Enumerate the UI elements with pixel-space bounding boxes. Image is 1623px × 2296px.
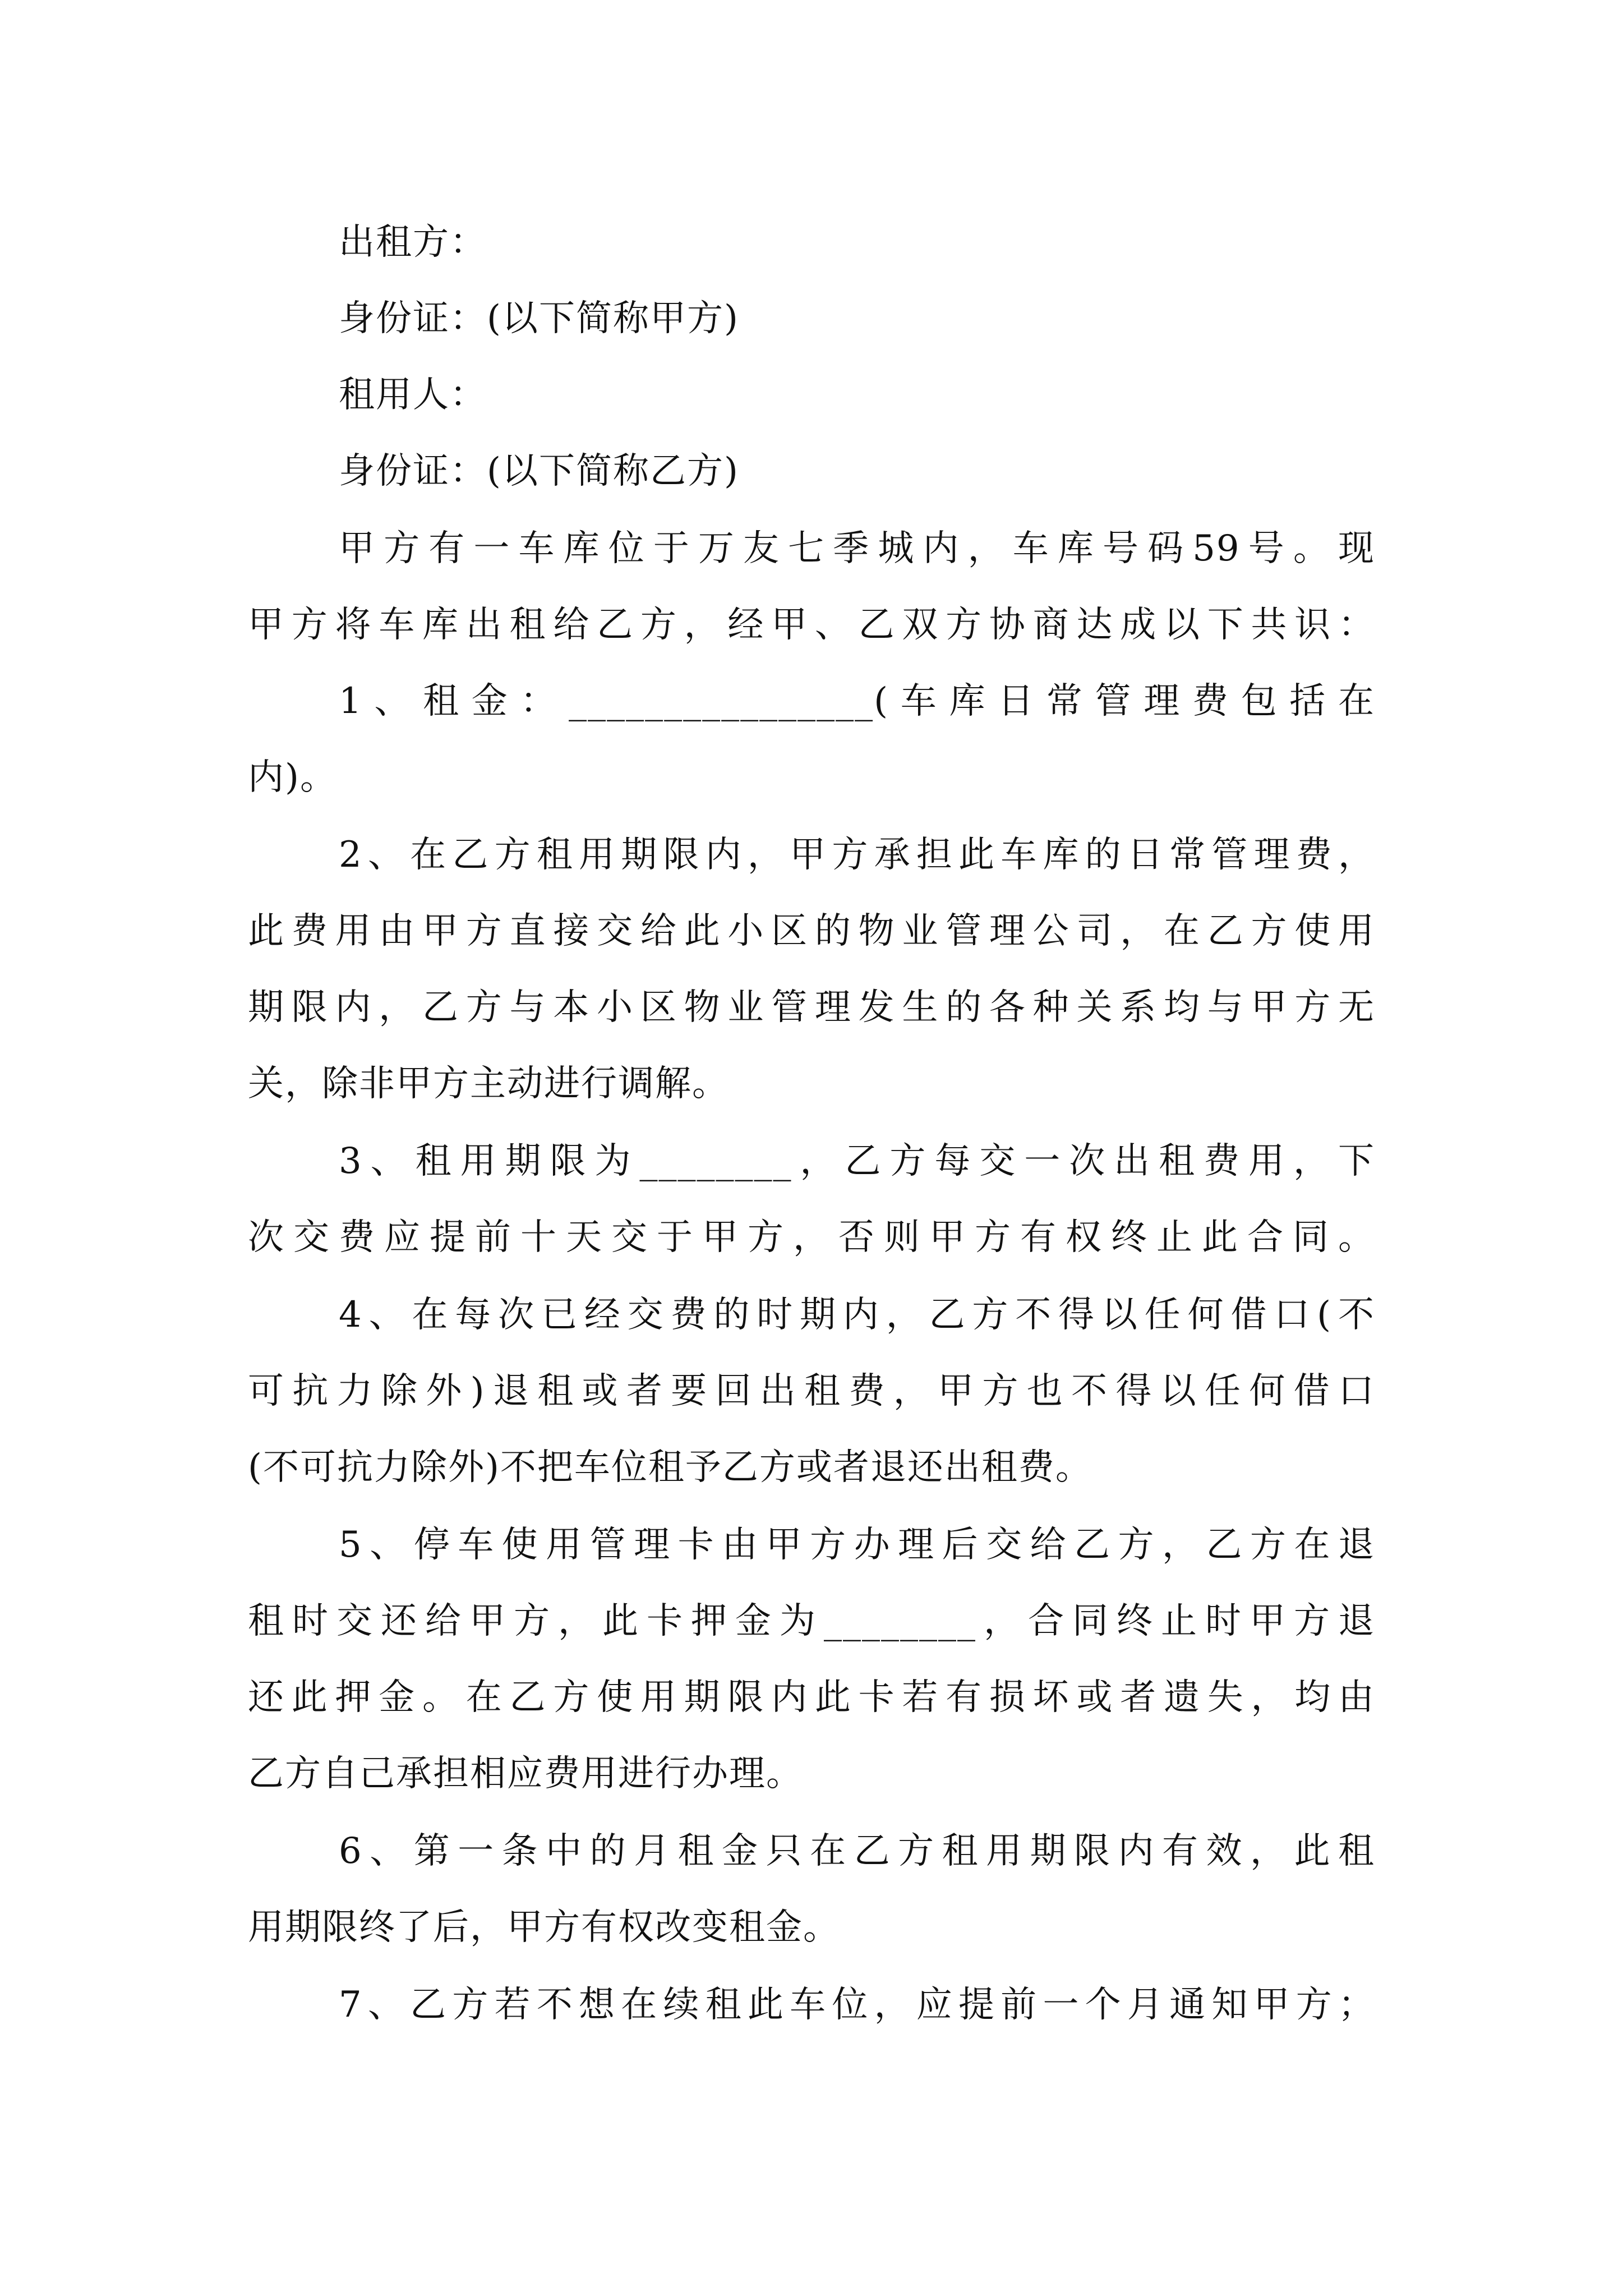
clause-3-line: 次交费应提前十天交于甲方，否则甲方有权终止此合同。 (248, 1217, 1375, 1258)
clause-2-line: 2、在乙方租用期限内，甲方承担此车库的日常管理费， (339, 834, 1375, 876)
clause-6-line: 用期限终了后，甲方有权改变租金。 (248, 1907, 840, 1948)
clause-2-line: 此费用由甲方直接交给此小区的物业管理公司，在乙方使用 (248, 910, 1375, 952)
clause-5-line: 还此押金。在乙方使用期限内此卡若有损坏或者遗失，均由 (248, 1677, 1375, 1718)
clause-1-line: 1、租金：________________(车库日常管理费包括在 (339, 680, 1375, 722)
clause-5-line: 乙方自己承担相应费用进行办理。 (248, 1753, 803, 1795)
clause-4-line: (不可抗力除外)不把车位租予乙方或者退还出租费。 (248, 1447, 1092, 1488)
clause-2-line: 关，除非甲方主动进行调解。 (248, 1063, 729, 1105)
lessee-line: 租用人： (339, 374, 487, 416)
intro-line: 甲方有一车库位于万友七季城内，车库号码59号。现 (339, 528, 1375, 569)
clause-6-line: 6、第一条中的月租金只在乙方租用期限内有效，此租 (339, 1830, 1375, 1872)
lessor-line: 出租方： (339, 222, 487, 263)
clause-5-line: 租时交还给甲方，此卡押金为________，合同终止时甲方退 (248, 1600, 1375, 1642)
lessee-id-line: 身份证：(以下简称乙方) (339, 450, 739, 492)
intro-line: 甲方将车库出租给乙方，经甲、乙双方协商达成以下共识： (248, 604, 1375, 646)
clause-7-line: 7、乙方若不想在续租此车位，应提前一个月通知甲方； (339, 1984, 1375, 2026)
clause-2-line: 期限内，乙方与本小区物业管理发生的各种关系均与甲方无 (248, 987, 1375, 1028)
clause-4-line: 4、在每次已经交费的时期内，乙方不得以任何借口(不 (339, 1294, 1375, 1336)
lessor-id-line: 身份证：(以下简称甲方) (339, 298, 739, 339)
clause-4-line: 可抗力除外)退租或者要回出租费，甲方也不得以任何借口 (248, 1370, 1375, 1412)
clause-1-line: 内)。 (248, 757, 337, 798)
clause-5-line: 5、停车使用管理卡由甲方办理后交给乙方，乙方在退 (339, 1524, 1375, 1566)
clause-3-line: 3、租用期限为________，乙方每交一次出租费用，下 (339, 1140, 1375, 1182)
